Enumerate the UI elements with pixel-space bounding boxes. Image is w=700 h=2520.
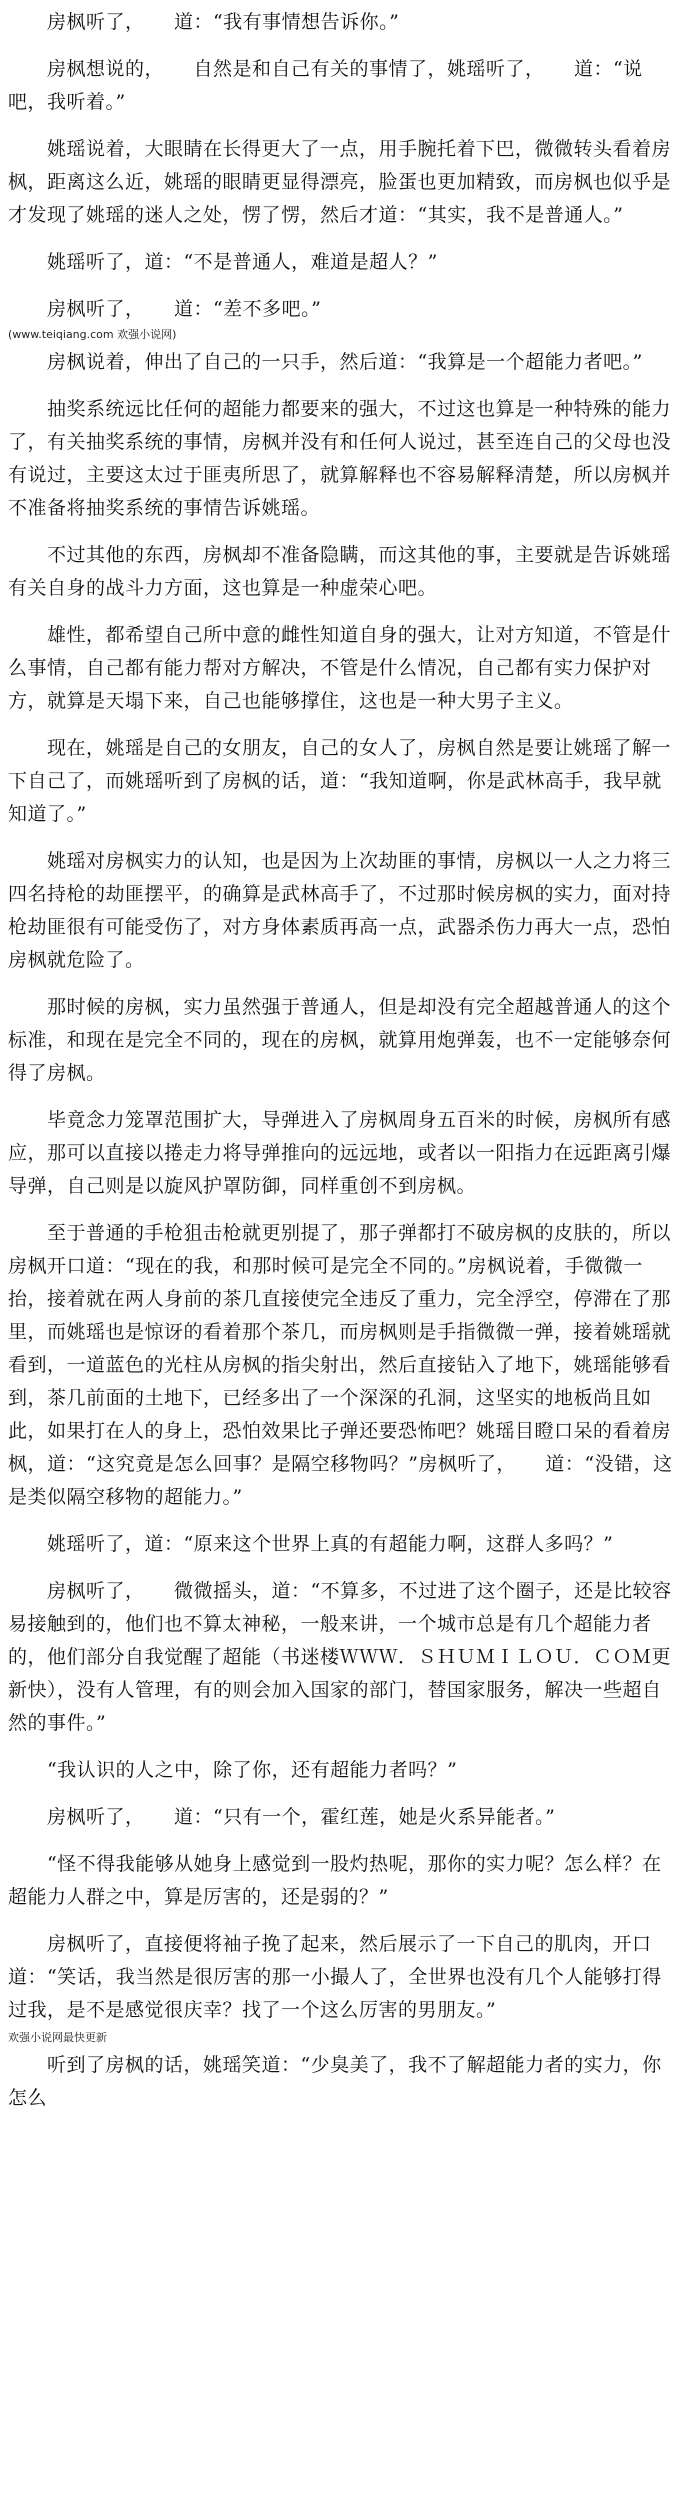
paragraph: 那时候的房枫，实力虽然强于普通人，但是却没有完全超越普通人的这个标准，和现在是完全不同的，现在的房枫，就算用炮弹轰，也不一定能够奈何得了房枫。 [8,996,672,1084]
paragraph: “怪不得我能够从她身上感觉到一股灼热呢，那你的实力呢？怎么样？在超能力人群之中，算是厉害的，还是弱的？” [8,1853,662,1908]
site-watermark: 欢强小说网最快更新 [8,2031,107,2044]
paragraph: 抽奖系统远比任何的超能力都要来的强大，不过这也算是一种特殊的能力了，有关抽奖系统的事情，房枫并没有和任何人说过，甚至连自己的父母也没有说过，主要这太过于匪夷所思了，就算解释也不容易解释清楚，所以房枫并不准备将抽奖系统的事情告诉姚瑶。 [8,398,672,519]
paragraph: 房枫听了，直接便将袖子挽了起来，然后展示了一下自己的肌肉，开口道：“笑话，我当然是很厉害的那一小撮人了，全世界也没有几个人能够打得过我，是不是感觉很庆幸？找了一个这么厉害的男朋友。” [8,1933,662,2021]
paragraph: 雄性，都希望自己所中意的雌性知道自身的强大，让对方知道，不管是什么事情，自己都有能力帮对方解决，不管是什么情况，自己都有实力保护对方，就算是天塌下来，自己也能够撑住，这也是一种大男子主义。 [8,624,671,712]
paragraph: 姚瑶说着，大眼睛在长得更大了一点，用手腕托着下巴，微微转头看着房枫，距离这么近，姚瑶的眼睛更显得漂亮，脸蛋也更加精致，而房枫也似乎是才发现了姚瑶的迷人之处，愣了愣，然后才道：“其实，我不是普通人。” [8,138,672,226]
paragraph: 房枫说着，伸出了自己的一只手，然后道：“我算是一个超能力者吧。” [46,351,643,373]
paragraph: “我认识的人之中，除了你，还有超能力者吗？” [46,1759,458,1781]
paragraph: 姚瑶听了，道：“不是普通人，难道是超人？” [46,251,438,273]
paragraph: 现在，姚瑶是自己的女朋友，自己的女人了，房枫自然是要让姚瑶了解一下自己了，而姚瑶听到了房枫的话，道：“我知道啊，你是武林高手，我早就知道了。” [8,737,671,825]
paragraph: 房枫听了， 微微摇头，道：“不算多，不过进了这个圈子，还是比较容易接触到的，他们也不算太神秘，一般来讲，一个城市总是有几个超能力者的，他们部分自我觉醒了超能（书迷楼ＷＷＷ．ＳＨＵＭＩＬＯＵ．ＣＯＭ更新快），没有人管理，有的则会加入国家的部门，替国家服务，解决一些超自然的事件。” [8,1580,672,1734]
paragraph: 姚瑶听了，道：“原来这个世界上真的有超能力啊，这群人多吗？” [46,1533,614,1555]
paragraph: 房枫听了， 道：“差不多吧。” [46,298,322,320]
paragraph: 至于普通的手枪狙击枪就更别提了，那子弹都打不破房枫的皮肤的，所以房枫开口道：“现在的我，和那时候可是完全不同的。”房枫说着，手微微一抬，接着就在两人身前的茶几直接使完全违反了重力，完全浮空，停滞在了那里，而姚瑶也是惊讶的看着那个茶几，而房枫则是手指微微一弹，接着姚瑶就看到，一道蓝色的光柱从房枫的指尖射出，然后直接钻入了地下，姚瑶能够看到，茶几前面的土地下，已经多出了一个深深的孔洞，这坚实的地板尚且如此，如果打在人的身上，恐怕效果比子弹还要恐怖吧？姚瑶目瞪口呆的看着房枫，道：“这究竟是怎么回事？是隔空移物吗？”房枫听了， 道：“没错，这是类似隔空移物的超能力。” [8,1222,673,1508]
paragraph: 毕竟念力笼罩范围扩大，导弹进入了房枫周身五百米的时候，房枫所有感应，那可以直接以捲走力将导弹推向的远远地，或者以一阳指力在远距离引爆导弹，自己则是以旋风护罩防御，同样重创不到房枫。 [8,1109,672,1197]
site-watermark: (www.teiqiang.com 欢强小说网) [8,328,177,341]
paragraph: 姚瑶对房枫实力的认知，也是因为上次劫匪的事情，房枫以一人之力将三四名持枪的劫匪摆平，的确算是武林高手了，不过那时候房枫的实力，面对持枪劫匪很有可能受伤了，对方身体素质再高一点，武器杀伤力再大一点，恐怕房枫就危险了。 [8,850,672,971]
paragraph: 听到了房枫的话，姚瑶笑道：“少臭美了，我不了解超能力者的实力，你怎么 [8,2054,662,2109]
paragraph: 不过其他的东西，房枫却不准备隐瞒，而这其他的事，主要就是告诉姚瑶有关自身的战斗力方面，这也算是一种虚荣心吧。 [8,544,671,599]
paragraph: 房枫想说的， 自然是和自己有关的事情了，姚瑶听了， 道：“说吧，我听着。” [8,58,643,113]
paragraph: 房枫听了， 道：“我有事情想告诉你。” [46,11,400,33]
paragraph: 房枫听了， 道：“只有一个，霍红莲，她是火系异能者。” [46,1806,556,1828]
